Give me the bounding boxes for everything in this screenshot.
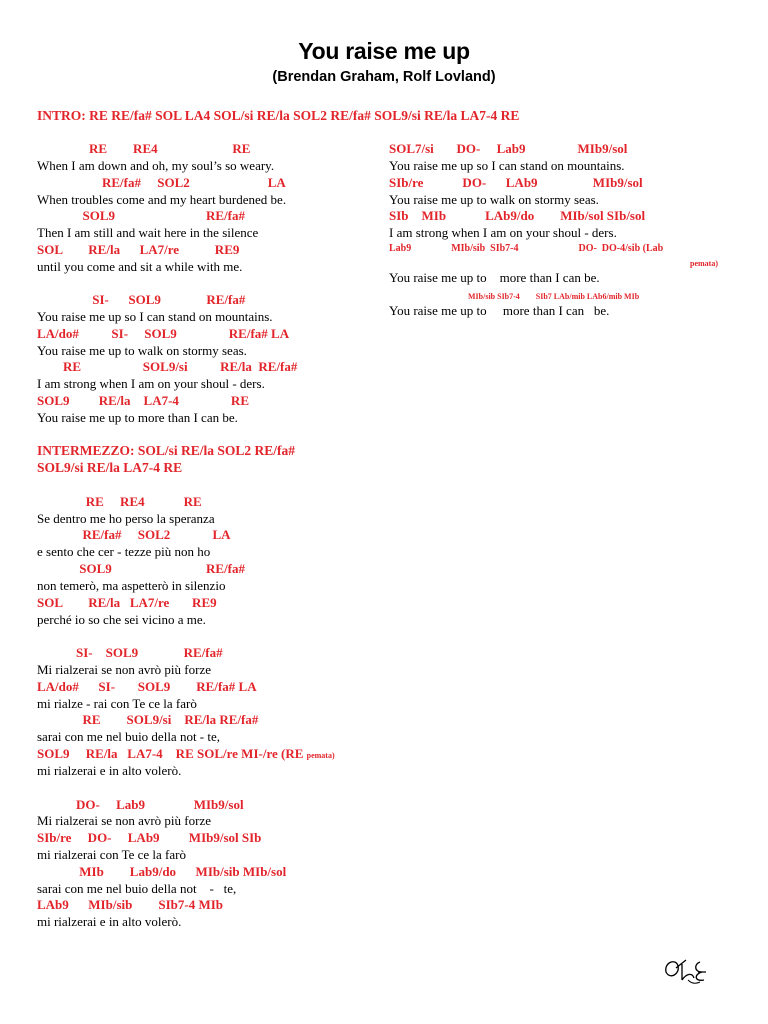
- left-line-12: RE SOL9/si RE/la RE/fa#: [37, 359, 298, 374]
- left-line-25: perché io so che sei vicino a me.: [37, 612, 206, 627]
- left-line-9: You raise me up so I can stand on mountains.: [37, 309, 273, 324]
- left-line-41: mi rialzerai e in alto volerò.: [37, 914, 182, 929]
- left-line-30: RE SOL9/si RE/la RE/fa#: [37, 712, 259, 727]
- left-line-21: e sento che cer - tezze più non ho: [37, 544, 211, 559]
- right-line-9: MIb/sib SIb7-4 SIb7 LAb/mib LAb6/mib MIb: [468, 292, 640, 301]
- left-line-10: LA/do# SI- SOL9 RE/fa# LA: [37, 326, 290, 341]
- right-line-8: You raise me up to more than I can be.: [389, 270, 600, 285]
- left-line-35: Mi rialzerai se non avrò più forze: [37, 813, 211, 828]
- left-line-13: I am strong when I am on your shoul - ders.: [37, 376, 265, 391]
- right-line-0: SOL7/si DO- Lab9 MIb9/sol: [389, 141, 628, 156]
- song-title: You raise me up: [298, 38, 470, 64]
- left-line-19: Se dentro me ho perso la speranza: [37, 511, 215, 526]
- left-line-22: SOL9 RE/fa#: [37, 561, 246, 576]
- left-line-29: mi rialze - rai con Te ce la farò: [37, 696, 197, 711]
- left-line-39: sarai con me nel buio della not - te,: [37, 881, 237, 896]
- right-line-5: I am strong when I am on your shoul - ders.: [389, 225, 617, 240]
- left-line-28: LA/do# SI- SOL9 RE/fa# LA: [37, 679, 257, 694]
- left-line-15: You raise me up to more than I can be.: [37, 410, 238, 425]
- left-line-36: SIb/re DO- LAb9 MIb9/sol SIb: [37, 830, 262, 845]
- right-line-7: pemata): [690, 259, 718, 268]
- song-authors: (Brendan Graham, Rolf Lovland): [272, 69, 496, 85]
- left-line-32-main: SOL9 RE/la LA7-4 RE SOL/re MI-/re (RE: [37, 746, 307, 761]
- left-line-11: You raise me up to walk on stormy seas.: [37, 343, 247, 358]
- right-line-1: You raise me up so I can stand on mountains.: [389, 158, 625, 173]
- right-line-4: SIb MIb LAb9/do MIb/sol SIb/sol: [389, 208, 646, 223]
- left-line-40: LAb9 MIb/sib SIb7-4 MIb: [37, 897, 224, 912]
- left-line-2: RE/fa# SOL2 LA: [37, 175, 286, 190]
- left-line-7: until you come and sit a while with me.: [37, 259, 243, 274]
- left-line-37: mi rialzerai con Te ce la farò: [37, 847, 186, 862]
- left-line-26: SI- SOL9 RE/fa#: [37, 645, 223, 660]
- left-line-34: DO- Lab9 MIb9/sol: [37, 797, 244, 812]
- left-line-4: SOL9 RE/fa#: [37, 208, 246, 223]
- intermezzo-chords-2: SOL9/si RE/la LA7-4 RE: [37, 460, 183, 475]
- left-line-31: sarai con me nel buio della not - te,: [37, 729, 221, 744]
- left-line-32-small: pemata): [306, 751, 335, 760]
- intermezzo-chords-1: INTERMEZZO: SOL/si RE/la SOL2 RE/fa#: [37, 443, 296, 458]
- right-line-2: SIb/re DO- LAb9 MIb9/sol: [389, 175, 643, 190]
- left-line-0: RE RE4 RE: [37, 141, 251, 156]
- signature-mark: [660, 950, 722, 990]
- right-line-6: Lab9 MIb/sib SIb7-4 DO- DO-4/sib (Lab: [389, 243, 664, 254]
- left-line-8: SI- SOL9 RE/fa#: [37, 292, 246, 307]
- left-line-27: Mi rialzerai se non avrò più forze: [37, 662, 211, 677]
- left-line-23: non temerò, ma aspetterò in silenzio: [37, 578, 226, 593]
- left-line-38: MIb Lab9/do MIb/sib MIb/sol: [37, 864, 287, 879]
- left-line-3: When troubles come and my heart burdened be.: [37, 192, 287, 207]
- right-line-10: You raise me up to more than I can be.: [389, 303, 610, 318]
- left-line-6: SOL RE/la LA7/re RE9: [37, 242, 240, 257]
- left-line-24: SOL RE/la LA7/re RE9: [37, 595, 217, 610]
- left-line-5: Then I am still and wait here in the silence: [37, 225, 259, 240]
- left-line-33: mi rialzerai e in alto volerò.: [37, 763, 182, 778]
- left-line-20: RE/fa# SOL2 LA: [37, 527, 231, 542]
- left-line-18: RE RE4 RE: [37, 494, 202, 509]
- right-line-3: You raise me up to walk on stormy seas.: [389, 192, 599, 207]
- intro-chords: INTRO: RE RE/fa# SOL LA4 SOL/si RE/la SOL2 RE/fa# SOL9/si RE/la LA7-4 RE: [37, 108, 520, 123]
- left-line-14: SOL9 RE/la LA7-4 RE: [37, 393, 249, 408]
- left-line-1: When I am down and oh, my soul’s so weary.: [37, 158, 275, 173]
